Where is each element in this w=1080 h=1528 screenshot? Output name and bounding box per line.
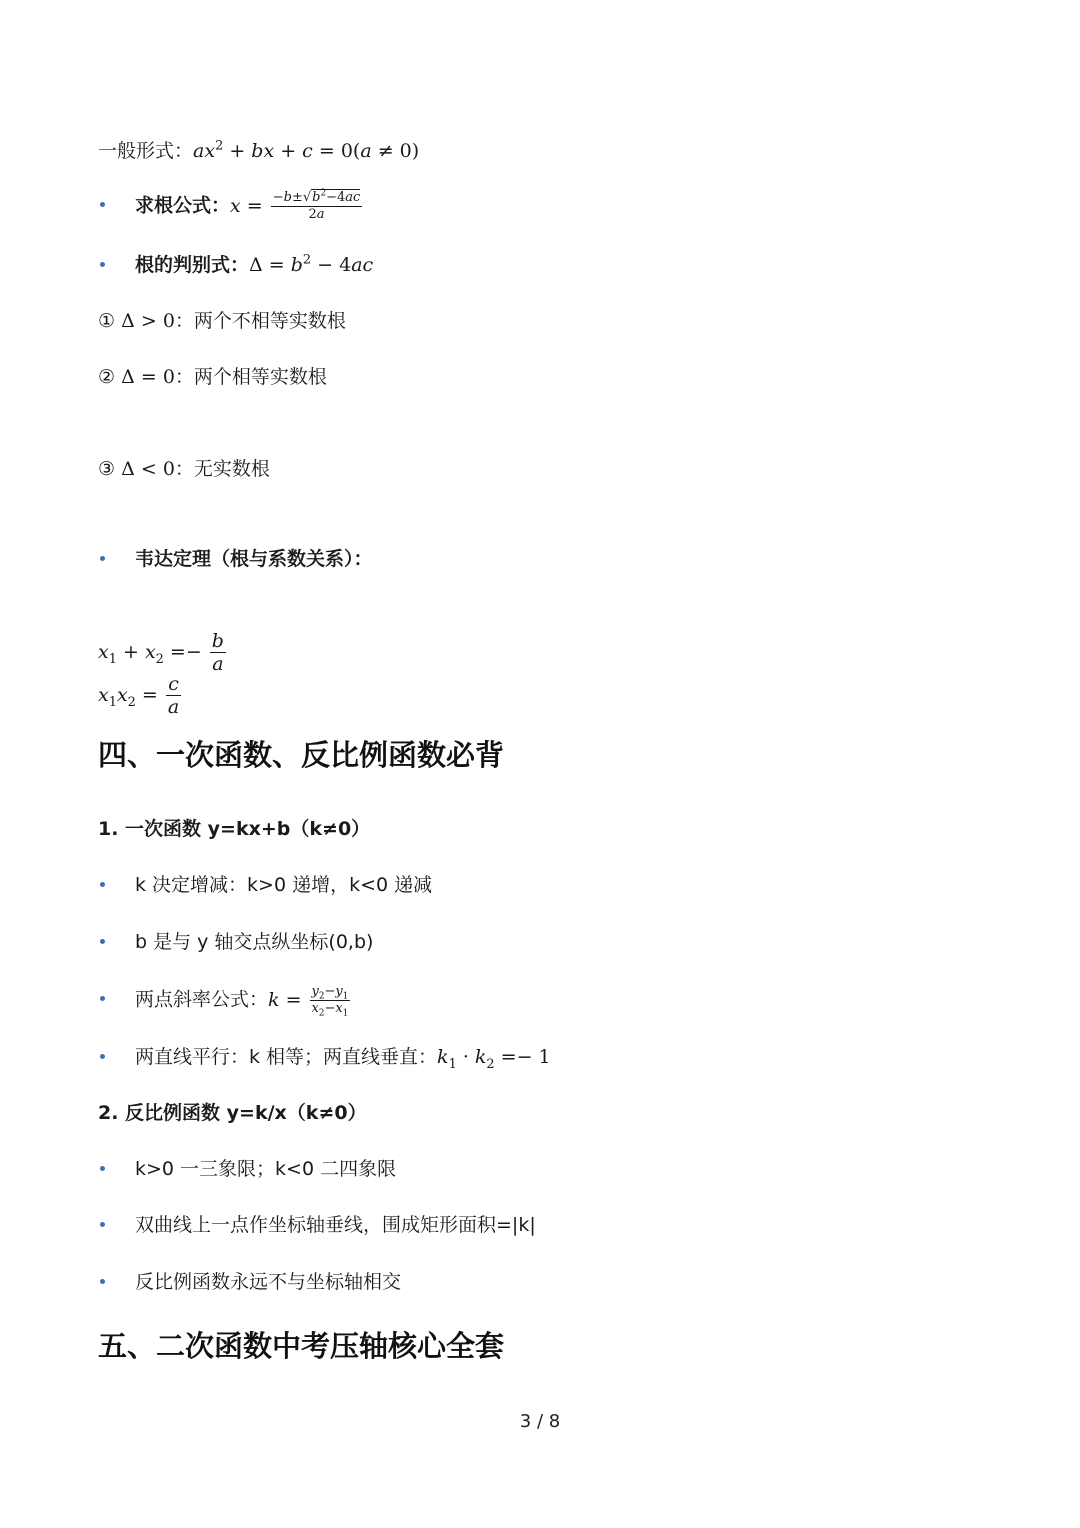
page-indicator: 3 / 8 — [519, 1411, 561, 1432]
slope-formula: k = $\frac{y_2-y_1}{x_2-x_1}$ — [268, 984, 349, 1019]
bullet-icon — [100, 202, 105, 207]
case-3-line — [98, 456, 270, 482]
root-formula-label: 求根公式： — [135, 194, 231, 217]
slope-formula-label: 两点斜率公式： — [135, 988, 269, 1011]
inverse-function-heading: 2. 反比例函数 y=k/x（k≠0） — [98, 1102, 367, 1124]
bullet-icon — [100, 1279, 105, 1284]
parallel-perpendicular-label: 两直线平行：k 相等；两直线垂直： — [135, 1046, 438, 1068]
bullet-icon — [100, 882, 105, 887]
bullet-icon — [100, 1166, 105, 1171]
list-item — [100, 1212, 536, 1238]
general-form-line — [98, 138, 419, 164]
vieta-product-formula: $x_1x_2$ = $\frac{c}{a}$ — [98, 673, 180, 718]
inverse-item-1: k>0 一三象限；k<0 二四象限 — [135, 1158, 397, 1180]
list-item — [100, 1269, 401, 1295]
vieta-label: 韦达定理（根与系数关系）： — [135, 548, 373, 570]
perpendicular-formula: $k_1 \cdot k_2 =- 1$ — [437, 1046, 551, 1072]
slope-fraction: $\frac{y_2-y_1}{x_2-x_1}$ — [311, 984, 349, 1019]
bullet-icon — [100, 262, 105, 267]
bullet-icon — [100, 1222, 105, 1227]
general-form-formula: $ax^2$ + bx + c = 0(a ≠ 0) — [193, 138, 420, 162]
general-form-label: 一般形式： — [98, 140, 194, 162]
linear-item-2: b 是与 y 轴交点纵坐标(0,b) — [135, 931, 374, 953]
case-3-condition: Δ < 0 — [121, 458, 175, 480]
bullet-icon — [100, 1054, 105, 1059]
list-item — [100, 929, 373, 955]
discriminant-label: 根的判别式： — [135, 254, 250, 276]
case-2-line — [98, 364, 327, 390]
case-1-line — [98, 308, 346, 334]
vieta-sum-fraction: $\frac{b}{a}$ — [211, 630, 224, 675]
case-2-text: ：两个相等实数根 — [174, 366, 327, 388]
discriminant-line — [100, 252, 373, 278]
linear-function-heading: 1. 一次函数 y=kx+b（k≠0） — [98, 818, 371, 840]
section-5-title: 五、二次函数中考压轴核心全套 — [98, 1329, 505, 1363]
list-item — [100, 872, 432, 898]
vieta-product-fraction: $\frac{c}{a}$ — [167, 673, 180, 718]
root-formula: x = $\frac{-b\pm√b^2-4ac}{2a}$ — [230, 188, 361, 222]
root-formula-line — [100, 190, 364, 223]
discriminant-formula: $\Delta = b^2 - 4ac$ — [249, 252, 374, 276]
bullet-icon — [100, 556, 105, 561]
case-1-marker: ① — [98, 310, 116, 332]
inverse-item-3: 反比例函数永远不与坐标轴相交 — [135, 1271, 402, 1293]
inverse-item-2: 双曲线上一点作坐标轴垂线，围成矩形面积=|k| — [135, 1214, 536, 1236]
case-2-marker: ② — [98, 366, 116, 388]
section-4-title: 四、一次函数、反比例函数必背 — [98, 738, 505, 772]
case-3-text: ：无实数根 — [174, 458, 270, 480]
vieta-line — [100, 546, 373, 572]
bullet-icon — [100, 939, 105, 944]
case-1-text: ：两个不相等实数根 — [174, 310, 346, 332]
case-2-condition: Δ = 0 — [121, 366, 175, 388]
bullet-icon — [100, 996, 105, 1001]
vieta-sum-formula: $x_1 + x_2$ =− $\frac{b}{a}$ — [98, 630, 224, 675]
list-item — [100, 1044, 551, 1070]
case-1-condition: Δ > 0 — [121, 310, 175, 332]
linear-item-1: k 决定增减：k>0 递增，k<0 递减 — [135, 874, 433, 896]
case-3-marker: ③ — [98, 458, 116, 480]
list-item — [100, 1156, 396, 1182]
list-item — [100, 984, 352, 1017]
root-fraction: $\frac{-b\pm√b^2-4ac}{2a}$ — [272, 188, 361, 222]
